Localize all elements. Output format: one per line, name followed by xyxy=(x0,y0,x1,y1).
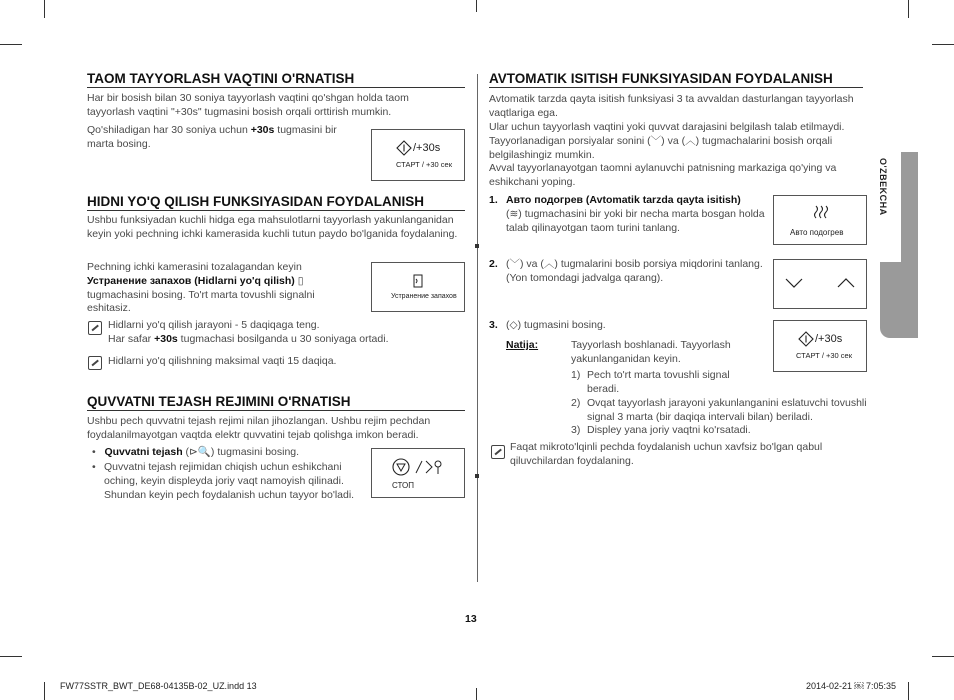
s4-paragraph-3: Avval tayyorlanayotgan taomni aylanuvchi patnisning markaziga qo'ying va eshikchani yoping. xyxy=(489,162,837,188)
start-plus30-button-illustration-2 xyxy=(773,320,867,372)
auto-reheat-button-illustration xyxy=(773,195,867,245)
s2-note-1: Hidlarni yo'q qilish jarayoni - 5 daqiqaga teng. Har safar +30s tugmachasi bosilganda u 30 soniyaga ortadi. xyxy=(108,319,389,345)
crop-mark xyxy=(0,44,22,45)
s2-paragraph-1: Ushbu funksiyadan kuchli hidga ega mahsulotlarni tayyorlash yakunlanganidan keyin yoki pechning ichki kamerasida kuchli tutun paydo bo'lganida foydalaning. xyxy=(87,214,458,240)
side-tab-label-wrap xyxy=(878,158,898,258)
section-title-deodorization: HIDNI YO'Q QILISH FUNKSIYASIDAN FOYDALANISH xyxy=(87,194,465,211)
crop-mark xyxy=(44,682,45,700)
s2-paragraph-2: Pechning ichki kamerasini tozalagandan keyin Устранение запахов (Hidlarni yo'q qilish) ▯ tugmachasini bosing. To'rt marta tovushli signalni eshitasiz. xyxy=(87,261,315,315)
start-diamond-icon xyxy=(396,140,412,156)
step-3-number: 3. xyxy=(489,319,498,331)
s3-bullet-2-dot: • xyxy=(92,461,96,473)
crop-mark xyxy=(476,0,477,12)
crop-mark xyxy=(908,682,909,700)
result-1: Pech to'rt marta tovushli signal beradi. xyxy=(587,369,730,395)
s1-paragraph-1: Har bir bosish bilan 30 soniya tayyorlash vaqtini qo'shgan holda taom tayyorlash vaqtini "+30s" tugmasini bosish orqali orttirish mumkin. xyxy=(87,92,409,118)
divider-dot xyxy=(475,244,479,248)
stop-button-illustration xyxy=(371,448,465,498)
auto-reheat-label: Авто подогрев xyxy=(790,228,844,237)
start-label: СТАРТ / +30 сек xyxy=(796,351,853,360)
s3-bullet-1: • Quvvatni tejash (⊳🔍) tugmasini bosing. xyxy=(92,446,300,458)
deodorize-icon xyxy=(410,273,426,289)
side-tab-label: O'ZBEKCHA xyxy=(878,158,888,216)
note-icon xyxy=(88,321,102,335)
plus30-label: /+30s xyxy=(815,333,843,345)
crop-mark xyxy=(44,0,45,18)
note-icon xyxy=(491,445,505,459)
natija-label: Natija: xyxy=(506,339,539,351)
start-label: СТАРТ / +30 сек xyxy=(396,160,453,169)
result-2-number: 2) xyxy=(571,397,581,409)
result-3: Displey yana joriy vaqtni ko'rsatadi. xyxy=(587,424,751,436)
crop-mark xyxy=(932,44,954,45)
s3-bullet-2: Quvvatni tejash rejimidan chiqish uchun eshikchani oching, keyin displeyda joriy vaqt namoyish qilinadi. Shundan keyin pech foydalanish uchun tayyor bo'ladi. xyxy=(104,461,355,501)
section-title-power-save: QUVVATNI TEJASH REJIMINI O'RNATISH xyxy=(87,394,465,411)
deodorization-button-illustration xyxy=(371,262,465,312)
natija-text: Tayyorlash boshlanadi. Tayyorlash yakunlanganidan keyin. xyxy=(571,339,731,365)
crop-mark xyxy=(932,656,954,657)
s4-paragraph-2: Ular uchun tayyorlash vaqtini yoki quvvat darajasini belgilash talab etilmaydi. Tayyorlanadigan porsiyalar sonini (﹀) va (︿) tugmachalarini bosish orqali belgilashingiz mumkin. xyxy=(489,121,845,161)
crop-mark xyxy=(908,0,909,18)
start-diamond-icon xyxy=(798,331,814,347)
deodorization-label: Устранение запахов xyxy=(391,293,457,300)
step-1-number: 1. xyxy=(489,194,498,206)
stop-label: СТОП xyxy=(392,481,415,490)
stop-ecomode-icon xyxy=(392,457,448,477)
footer-timestamp: 2014-02-21 ￼ 7:05:35 xyxy=(806,681,897,691)
s4-note: Faqat mikroto'lqinli pechda foydalanish uchun xavfsiz bo'lgan qabul qiluvchilardan foydalaning. xyxy=(510,441,823,467)
result-3-number: 3) xyxy=(571,424,581,436)
s3-paragraph-1: Ushbu pech quvvatni tejash rejimi nilan jihozlangan. Ushbu rejim pechdan foydalanilmayotgan vaqtda elektr quvvatini tejab qolishga imkon beradi. xyxy=(87,415,431,441)
footer-file-info: FW77SSTR_BWT_DE68-04135B-02_UZ.indd 13 xyxy=(60,681,257,691)
note-icon xyxy=(88,356,102,370)
divider-dot xyxy=(475,474,479,478)
column-divider xyxy=(477,74,478,582)
section-title-cooking-time: TAOM TAYYORLASH VAQTINI O'RNATISH xyxy=(87,71,465,88)
page-number: 13 xyxy=(465,613,477,625)
step-3-text: (◇) tugmasini bosing. xyxy=(506,319,606,331)
crop-mark xyxy=(476,688,477,700)
chevron-up-icon xyxy=(836,276,856,290)
step-1-text: Авто подогрев (Avtomatik tarzda qayta isitish) (≋) tugmachasini bir yoki bir necha marta bosgan holda talab qilinayotgan taom turini tanlang. xyxy=(506,194,765,234)
steam-icon xyxy=(812,204,830,220)
crop-mark xyxy=(0,656,22,657)
s2-note-2: Hidlarni yo'q qilishning maksimal vaqti 15 daqiqa. xyxy=(108,355,337,367)
chevron-down-icon xyxy=(784,276,804,290)
start-plus30-button-illustration xyxy=(371,129,465,181)
plus30-label: /+30s xyxy=(413,142,441,154)
s1-paragraph-2: Qo'shiladigan har 30 soniya uchun +30s tugmasini bir marta bosing. xyxy=(87,124,337,150)
step-2-text: (﹀) va (︿) tugmalarini bosib porsiya miqdorini tanlang. (Yon tomondagi jadvalga qarang). xyxy=(506,258,763,284)
s4-paragraph-1: Avtomatik tarzda qayta isitish funksiyasi 3 ta avvaldan dasturlangan tayyorlash vaqtlariga ega. xyxy=(489,93,854,119)
section-title-auto-reheat: AVTOMATIK ISITISH FUNKSIYASIDAN FOYDALANISH xyxy=(489,71,863,88)
result-2: Ovqat tayyorlash jarayoni yakunlanganini eslatuvchi tovushli signal 3 marta (bir daqiqa intervali bilan) beriladi. xyxy=(587,397,867,423)
result-1-number: 1) xyxy=(571,369,581,381)
up-down-buttons-illustration xyxy=(773,259,867,309)
step-2-number: 2. xyxy=(489,258,498,270)
